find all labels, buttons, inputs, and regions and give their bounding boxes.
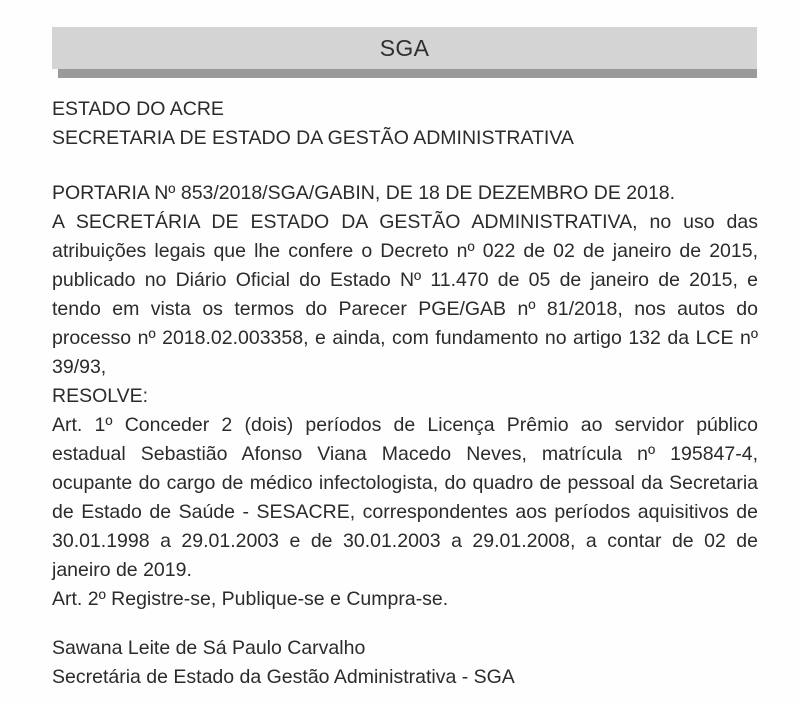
document-body xyxy=(52,95,758,692)
organization-block xyxy=(52,95,758,153)
department-name: SECRETARIA DE ESTADO DA GESTÃO ADMINISTRATIVA xyxy=(52,127,574,149)
article-2-paragraph: Art. 2º Registre-se, Publique-se e Cumpra-se. xyxy=(52,588,449,610)
article-1-paragraph: Art. 1º Conceder 2 (dois) períodos de Licença Prêmio ao servidor público estadual Sebastião Afonso Viana Macedo Neves, matrícula nº 195847-4, ocupante do cargo de médico infectologista, do quadro de pessoal da Secretaria de Estado de Saúde - SESACRE, correspondentes aos períodos aquisitivos de 30.01.1998 a 29.01.2003 e de 30.01.2003 a 29.01.2008, a contar de 02 de janeiro de 2019. xyxy=(52,414,758,581)
signature-spacer xyxy=(52,614,758,634)
masthead-banner xyxy=(52,27,757,69)
page-title: SGA xyxy=(379,34,430,61)
preamble-paragraph: A SECRETÁRIA DE ESTADO DA GESTÃO ADMINISTRATIVA, no uso das atribuições legais que lhe confere o Decreto nº 022 de 02 de janeiro de 2015, publicado no Diário Oficial do Estado Nº 11.470 de 05 de janeiro de 2015, e tendo em vista os termos do Parecer PGE/GAB nº 81/2018, nos autos do processo nº 2018.02.003358, e ainda, com fundamento no artigo 132 da LCE nº 39/93, xyxy=(52,211,758,378)
masthead-divider xyxy=(58,69,757,78)
signatory-role: Secretária de Estado da Gestão Administrativa - SGA xyxy=(52,666,515,688)
state-name: ESTADO DO ACRE xyxy=(52,98,224,120)
document-masthead xyxy=(52,27,757,78)
ordinance-heading: PORTARIA Nº 853/2018/SGA/GABIN, DE 18 DE DEZEMBRO DE 2018. xyxy=(52,182,676,204)
signature-block xyxy=(52,634,758,692)
resolve-label: RESOLVE: xyxy=(52,385,149,407)
section-spacer xyxy=(52,153,758,179)
signatory-name: Sawana Leite de Sá Paulo Carvalho xyxy=(52,637,366,659)
